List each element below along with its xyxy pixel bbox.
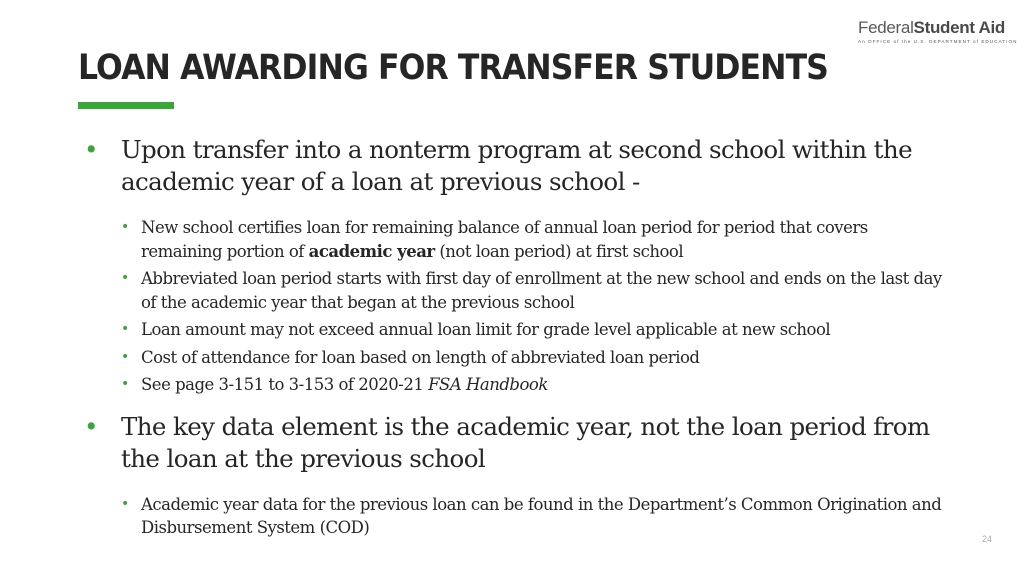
sub-bullet-text: Abbreviated loan period starts with first day of enrollment at the new school and ends on the last day of the academic year that began at the previous school xyxy=(141,269,942,312)
sub-bullet-cost-of-attendance xyxy=(121,346,944,370)
sub-bullet-text: Academic year data for the previous loan can be found in the Department’s Common Origination and Disbursement System (COD) xyxy=(141,494,942,537)
sub-bullet-bold-text: academic year xyxy=(308,241,435,261)
slide-title: LOAN AWARDING FOR TRANSFER STUDENTS xyxy=(78,48,828,88)
sub-bullet-certifies-loan xyxy=(121,216,944,263)
sub-bullet-text: Loan amount may not exceed annual loan limit for grade level applicable at new school xyxy=(141,320,831,339)
sub-bullet-loan-limit xyxy=(121,318,944,342)
logo-word-federal: Federal xyxy=(858,18,914,37)
logo-wordmark xyxy=(858,18,1008,38)
sub-bullet-text: Cost of attendance for loan based on length of abbreviated loan period xyxy=(141,347,700,367)
sub-bullet-marker: • xyxy=(121,376,129,392)
logo-tagline: An OFFICE of the U.S. DEPARTMENT of EDUCATION xyxy=(858,39,1018,44)
sub-bullet-text-end: (not loan period) at first school xyxy=(434,241,684,261)
bullet-marker: • xyxy=(84,135,98,164)
bullet-key-data-element xyxy=(84,411,944,475)
sub-bullet-marker: • xyxy=(121,219,129,235)
bullet-transfer-nonterm xyxy=(84,134,944,198)
logo-word-student-aid: Student Aid xyxy=(913,18,1005,37)
bullet-text: The key data element is the academic year, not the loan period from the loan at the previous school xyxy=(121,411,930,473)
page-number: 24 xyxy=(982,534,993,544)
bullet-marker: • xyxy=(84,411,98,441)
sub-bullet-marker: • xyxy=(121,495,129,512)
sub-bullet-handbook-reference xyxy=(121,373,944,397)
sub-bullet-abbreviated-period xyxy=(121,267,944,314)
slide-content xyxy=(84,134,944,544)
federal-student-aid-logo xyxy=(858,18,1018,44)
title-accent-bar xyxy=(78,102,174,109)
sub-bullet-marker: • xyxy=(121,270,129,286)
sub-bullet-marker: • xyxy=(121,348,129,365)
handbook-title: FSA Handbook xyxy=(428,375,548,394)
sub-bullet-text: New school certifies loan for remaining balance of annual loan period for period that covers remaining portion of xyxy=(141,218,868,261)
bullet-text: Upon transfer into a nonterm program at second school within the academic year of a loan at previous school - xyxy=(121,135,912,196)
sub-bullet-marker: • xyxy=(121,321,129,337)
sub-bullet-text: See page 3-151 to 3-153 of 2020-21 xyxy=(141,375,429,394)
sub-bullet-cod-data xyxy=(121,493,944,540)
